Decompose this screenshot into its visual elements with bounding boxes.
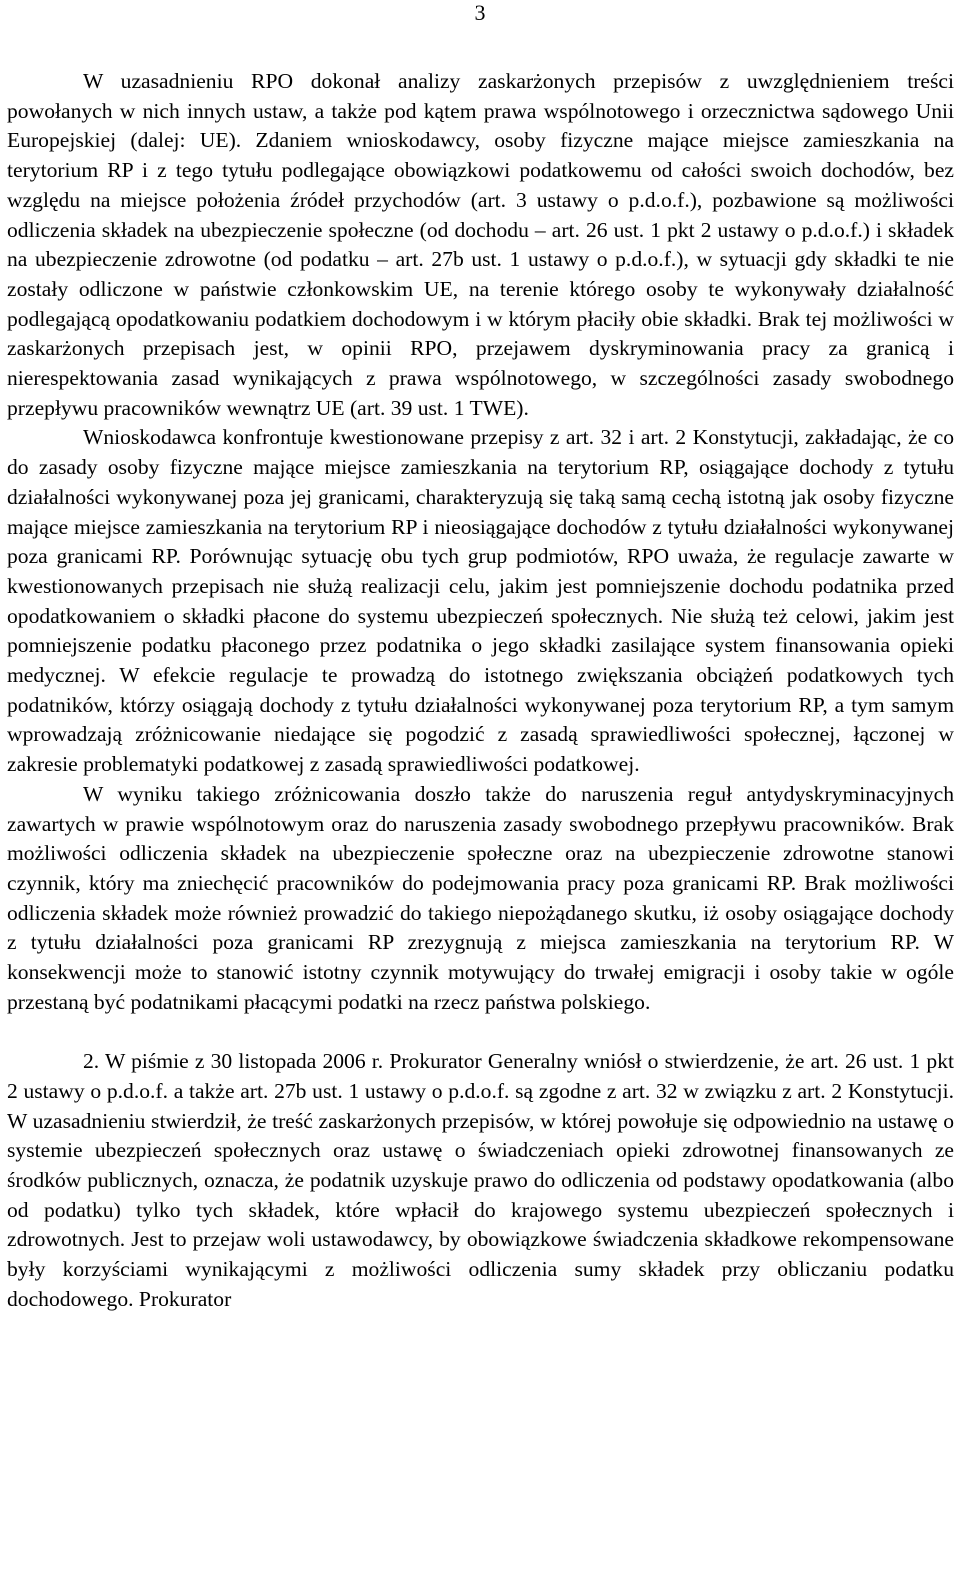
paragraph-antidiscrimination: W wyniku takiego zróżnicowania doszło także do naruszenia reguł antydyskryminacyjnych zawartych w prawie wspólnotowym oraz do naruszenia zasady swobodnego przepływu pracowników. Brak możliwości odliczenia składek na ubezpieczenie społeczne oraz na ubezpieczenie zdrowotne stanowi czynnik, który ma zniechęcić pracowników do podejmowania pracy poza granicami RP. Brak możliwości odliczenia składek może również prowadzić do takiego niepożądanego skutku, iż osoby osiągające dochody z tytułu działalności poza granicami RP zrezygnują z miejsca zamieszkania na terytorium RP. W konsekwencji może to stanowić istotny czynnik motywujący do trwałej emigracji i osoby takie w ogóle przestaną być podatnikami płacącymi podatki na rzecz państwa polskiego.: [7, 781, 954, 1014]
page-number: 3: [474, 0, 486, 25]
paragraph-prosecutor-general: 2. W piśmie z 30 listopada 2006 r. Prokurator Generalny wniósł o stwierdzenie, że art. 26 ust. 1 pkt 2 ustawy o p.d.o.f. a także art. 27b ust. 1 ustawy o p.d.o.f. są zgodne z art. 32 w związku z art. 2 Konstytucji. W uzasadnieniu stwierdził, że treść zaskarżonych przepisów, w której powołuje się odpowiednio na ustawę o systemie ubezpieczeń społecznych oraz ustawę o świadczeniach opieki zdrowotnej finansowanych ze środków publicznych, oznacza, że podatnik uzyskuje prawo do odliczenia od podstawy opodatkowania (albo od podatku) tylko tych składek, które wpłacił do krajowego systemu ubezpieczeń społecznych i zdrowotnych. Jest to przejaw woli ustawodawcy, by obowiązkowe świadczenia składkowe rekompensowane były korzyściami wynikającymi z możliwości odliczenia sumy składek przy obliczaniu podatku dochodowego. Prokurator: [7, 1049, 954, 1311]
paragraph-constitution-comparison: Wnioskodawca konfrontuje kwestionowane przepisy z art. 32 i art. 2 Konstytucji, zakładając, że co do zasady osoby fizyczne mające miejsce zamieszkania na terytorium RP, osiągające dochody z tytułu działalności wykonywanej poza jej granicami, charakteryzują się taką samą cechą istotną jak osoby fizyczne mające miejsce zamieszkania na terytorium RP i nieosiągające dochodów z tytułu działalności wykonywanej poza granicami RP. Porównując sytuację obu tych grup podmiotów, RPO uważa, że regulacje zawarte w kwestionowanych przepisach nie służą realizacji celu, jakim jest pomniejszenie dochodu podatnika przed opodatkowaniem o składki płacone do systemu ubezpieczeń społecznych. Nie służą też celowi, jakim jest pomniejszenie podatku płaconego przez podatnika o jego składki zasilające system finansowania opieki medycznej. W efekcie regulacje te prowadzą do istotnego zwiększania obciążeń podatkowych tych podatników, którzy osiągają dochody z tytułu działalności wykonywanej poza terytorium RP, a tym samym wprowadzają zróżnicowanie niedające się pogodzić z zasadą sprawiedliwości społecznej, łączonej w zakresie problematyki podatkowej z zasadą sprawiedliwości podatkowej.: [7, 425, 954, 777]
document-body: [7, 67, 954, 1315]
paragraph-rpo-justification: W uzasadnieniu RPO dokonał analizy zaskarżonych przepisów z uwzględnieniem treści powołanych w nich innych ustaw, a także pod kątem prawa wspólnotowego i orzecznictwa sądowego Unii Europejskiej (dalej: UE). Zdaniem wnioskodawcy, osoby fizyczne mające miejsce zamieszkania na terytorium RP i z tego tytułu podlegające obowiązkowi podatkowemu od całości swoich dochodów, bez względu na miejsce położenia źródeł przychodów (art. 3 ustawy o p.d.o.f.), pozbawione są możliwości odliczenia składek na ubezpieczenie społeczne (od dochodu – art. 26 ust. 1 pkt 2 ustawy o p.d.o.f.) i składek na ubezpieczenie zdrowotne (od podatku – art. 27b ust. 1 ustawy o p.d.o.f.), w sytuacji gdy składki te nie zostały odliczone w państwie członkowskim UE, na terenie którego osoby te wykonywały działalność podlegającą opodatkowaniu podatkiem dochodowym i w którym płaciły obie składki. Brak tej możliwości w zaskarżonych przepisach jest, w opinii RPO, przejawem dyskryminowania pracy za granicą i nierespektowania zasad wynikających z prawa wspólnotowego, w szczególności zasady swobodnego przepływu pracowników wewnątrz UE (art. 39 ust. 1 TWE).: [7, 69, 954, 420]
